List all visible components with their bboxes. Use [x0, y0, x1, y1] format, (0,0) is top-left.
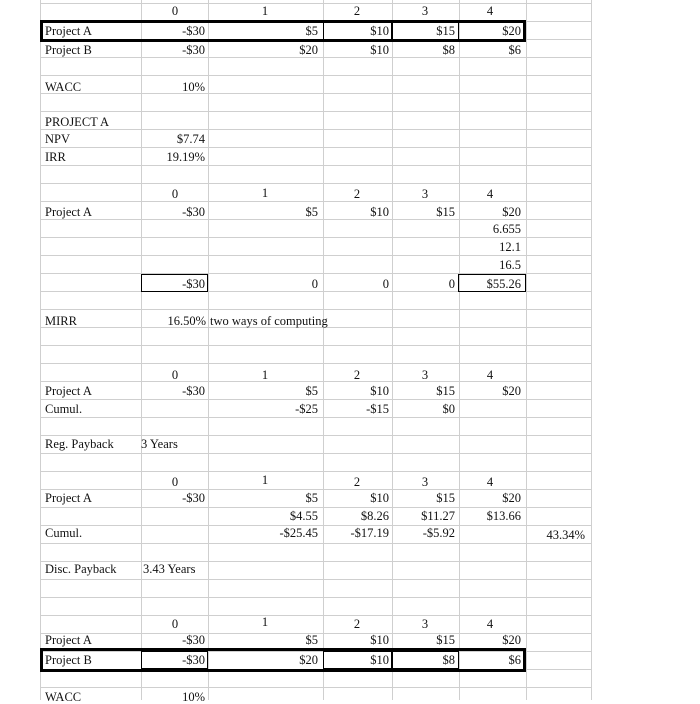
header-cell[interactable]: 3	[421, 187, 429, 201]
grid-row-line	[40, 507, 591, 508]
irr-label[interactable]: IRR	[45, 150, 66, 164]
header-cell[interactable]: 1	[261, 615, 269, 629]
wacc-value[interactable]: 10%	[182, 80, 205, 94]
npv-label[interactable]: NPV	[45, 132, 71, 146]
header-cell[interactable]: 2	[353, 617, 361, 631]
grid-row-line	[40, 111, 591, 112]
grid-column-line	[40, 0, 41, 700]
grid-row-line	[40, 147, 591, 148]
cell[interactable]: -$30	[182, 384, 205, 398]
cell[interactable]: $5	[305, 24, 318, 38]
grid-column-line	[526, 0, 527, 700]
grid-row-line	[40, 579, 591, 580]
header-cell[interactable]: 4	[486, 368, 494, 382]
npv-value[interactable]: $7.74	[176, 132, 205, 146]
cell[interactable]: $6	[508, 653, 521, 667]
cell[interactable]: -$30	[182, 653, 205, 667]
cell[interactable]: -$30	[182, 277, 205, 291]
header-cell[interactable]: 4	[486, 617, 494, 631]
grid-row-line	[40, 129, 591, 130]
row-label[interactable]: Project A	[45, 24, 92, 38]
wacc-label[interactable]: WACC	[45, 80, 82, 94]
grid-column-line	[459, 0, 460, 700]
cell[interactable]: 43.34%	[546, 528, 585, 542]
cell[interactable]: $8.26	[360, 509, 389, 523]
grid-column-line	[591, 0, 592, 700]
disc-payback-label[interactable]: Disc. Payback	[45, 562, 117, 576]
header-cell[interactable]: 4	[486, 475, 494, 489]
cell[interactable]: -$30	[182, 491, 205, 505]
header-cell[interactable]: 2	[353, 4, 361, 18]
cell[interactable]: $20	[502, 491, 521, 505]
cell[interactable]: $5	[305, 384, 318, 398]
header-cell[interactable]: 1	[261, 368, 269, 382]
cell[interactable]: -$25	[295, 402, 318, 416]
grid-row-line	[40, 399, 591, 400]
cell[interactable]: $15	[436, 24, 455, 38]
cell[interactable]: -$30	[182, 633, 205, 647]
header-cell[interactable]: 0	[171, 368, 179, 382]
grid-column-line	[141, 0, 142, 700]
header-cell[interactable]: 0	[171, 617, 179, 631]
cell[interactable]: $8	[442, 653, 455, 667]
header-cell[interactable]: 3	[421, 368, 429, 382]
header-cell[interactable]: 4	[486, 4, 494, 18]
cell[interactable]: $20	[299, 653, 318, 667]
grid-row-line	[40, 543, 591, 544]
cell[interactable]: $20	[502, 205, 521, 219]
cell[interactable]: $55.26	[486, 277, 521, 291]
row-label[interactable]: Project A	[45, 384, 92, 398]
cell[interactable]: $5	[305, 633, 318, 647]
grid-row-line	[40, 489, 591, 490]
header-cell[interactable]: 3	[421, 4, 429, 18]
cell[interactable]: $15	[436, 384, 455, 398]
cell[interactable]: $4.55	[289, 509, 318, 523]
header-cell[interactable]: 2	[353, 368, 361, 382]
cell[interactable]: $10	[370, 384, 389, 398]
header-cell[interactable]: 2	[353, 475, 361, 489]
cell[interactable]: -$30	[182, 43, 205, 57]
cell[interactable]: -$30	[182, 24, 205, 38]
header-cell[interactable]: 4	[486, 187, 494, 201]
header-cell[interactable]: 3	[421, 617, 429, 631]
cell[interactable]: $15	[436, 633, 455, 647]
grid-row-line	[40, 615, 591, 616]
grid-row-line	[40, 453, 591, 454]
irr-value[interactable]: 19.19%	[166, 150, 205, 164]
cell[interactable]: $0	[442, 402, 455, 416]
grid-column-line	[392, 0, 393, 700]
cell[interactable]: $5	[305, 491, 318, 505]
reg-payback-value[interactable]: 3 Years	[141, 437, 178, 451]
grid-row-line	[40, 183, 591, 184]
cell[interactable]: $20	[502, 24, 521, 38]
grid-row-line	[40, 219, 591, 220]
grid-row-line	[40, 381, 591, 382]
grid-row-line	[40, 201, 591, 202]
cell[interactable]: $13.66	[486, 509, 521, 523]
grid-row-line	[40, 597, 591, 598]
grid-column-line	[323, 0, 324, 700]
cell[interactable]: -$17.19	[350, 526, 389, 540]
cell[interactable]: $6	[508, 43, 521, 57]
cell[interactable]: $5	[305, 205, 318, 219]
cell[interactable]: $15	[436, 491, 455, 505]
cell[interactable]: $10	[370, 633, 389, 647]
cell[interactable]: 16.5	[499, 258, 521, 272]
cell[interactable]: $8	[442, 43, 455, 57]
cell[interactable]: $10	[370, 24, 389, 38]
cell[interactable]: $20	[502, 633, 521, 647]
grid-column-line	[208, 0, 209, 700]
row-label[interactable]: Project B	[45, 653, 92, 667]
mirr-note[interactable]: two ways of computing	[210, 314, 328, 328]
cell[interactable]: $10	[370, 43, 389, 57]
reg-payback-label[interactable]: Reg. Payback	[45, 437, 114, 451]
grid-row-line	[40, 93, 591, 94]
cell[interactable]: 0	[448, 277, 455, 291]
row-label[interactable]: Cumul.	[45, 402, 83, 416]
cell[interactable]: $20	[299, 43, 318, 57]
header-cell[interactable]: 0	[171, 475, 179, 489]
grid-row-line	[40, 363, 591, 364]
header-cell[interactable]: 1	[261, 4, 269, 18]
cell[interactable]: $10	[370, 205, 389, 219]
cell[interactable]: $11.27	[421, 509, 455, 523]
header-cell[interactable]: 0	[171, 4, 179, 18]
header-cell[interactable]: 3	[421, 475, 429, 489]
disc-payback-value[interactable]: 3.43 Years	[143, 562, 196, 576]
grid-row-line	[40, 417, 591, 418]
cell[interactable]: 6.655	[492, 222, 521, 236]
cell[interactable]: $10	[370, 491, 389, 505]
grid-row-line	[40, 345, 591, 346]
cell[interactable]: $10	[370, 653, 389, 667]
grid-row-line	[40, 471, 591, 472]
grid-row-line	[40, 75, 591, 76]
cell[interactable]: $20	[502, 384, 521, 398]
mirr-label[interactable]: MIRR	[45, 314, 77, 328]
cell[interactable]: $15	[436, 205, 455, 219]
cell[interactable]: 12.1	[499, 240, 521, 254]
row-label[interactable]: Project A	[45, 491, 92, 505]
wacc-value[interactable]: 10%	[182, 690, 205, 704]
header-cell[interactable]: 2	[353, 187, 361, 201]
cell[interactable]: -$30	[182, 205, 205, 219]
grid-row-line	[40, 237, 591, 238]
grid-row-line	[40, 687, 591, 688]
cell[interactable]: -$25.45	[279, 526, 318, 540]
header-cell[interactable]: 1	[261, 186, 269, 200]
grid-row-line	[40, 165, 591, 166]
grid-row-line	[40, 309, 591, 310]
grid-row-line	[40, 255, 591, 256]
grid-row-line	[40, 561, 591, 562]
cell[interactable]: 0	[382, 277, 389, 291]
grid-row-line	[40, 435, 591, 436]
project-a-heading[interactable]: PROJECT A	[45, 115, 110, 129]
mirr-value[interactable]: 16.50%	[167, 314, 206, 328]
cell[interactable]: -$15	[366, 402, 389, 416]
row-label[interactable]: Project B	[45, 43, 92, 57]
grid-row-line	[40, 57, 591, 58]
grid-row-line	[40, 3, 591, 4]
wacc-label[interactable]: WACC	[45, 690, 82, 704]
cell[interactable]: -$5.92	[422, 526, 455, 540]
header-cell[interactable]: 1	[261, 473, 269, 487]
row-label[interactable]: Cumul.	[45, 526, 83, 540]
header-cell[interactable]: 0	[171, 187, 179, 201]
row-label[interactable]: Project A	[45, 633, 92, 647]
row-label[interactable]: Project A	[45, 205, 92, 219]
cell[interactable]: 0	[311, 277, 318, 291]
